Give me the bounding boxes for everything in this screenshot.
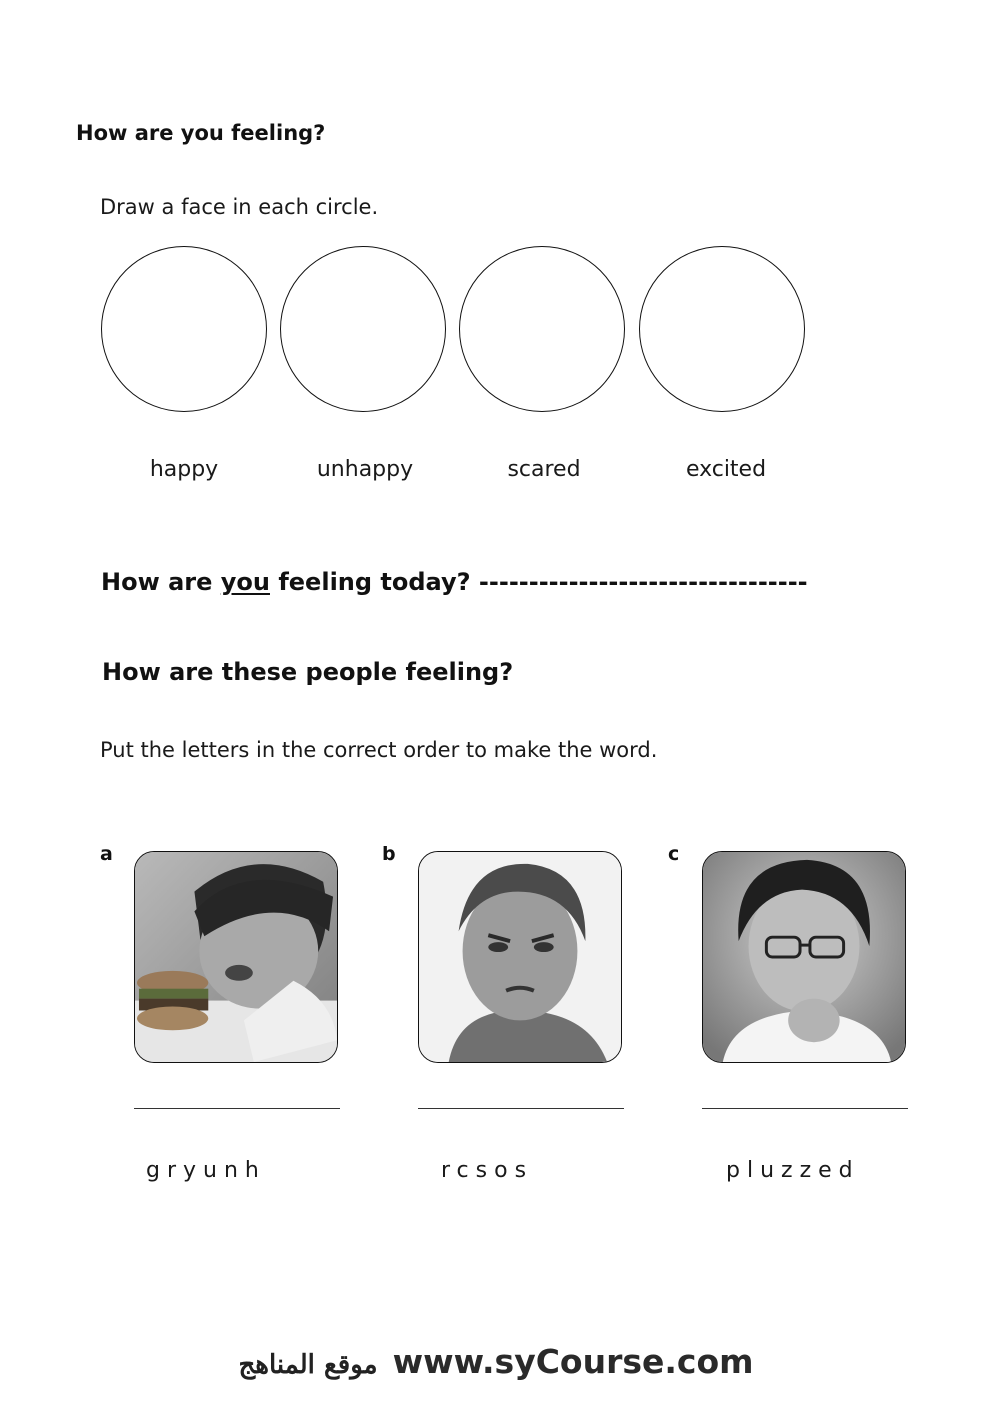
item-tag-c: c [668,843,680,865]
footer-watermark [0,1342,992,1381]
answer-line-c[interactable] [702,1108,908,1109]
face-label-scared: scared [507,457,581,482]
draw-face-instruction: Draw a face in each circle. [100,195,379,219]
footer-url[interactable]: www.syCourse.com [392,1342,754,1381]
answer-line-b[interactable] [418,1108,624,1109]
face-label-excited: excited [685,457,767,482]
face-circle-excited[interactable] [639,246,805,412]
boy-looking-at-burger-photo [134,851,338,1063]
frowning-boy-photo [418,851,622,1063]
face-circle-happy[interactable] [101,246,267,412]
today-question-start: How are [101,568,221,596]
section-title-how-are-you-feeling: How are you feeling? [76,121,326,145]
item-tag-a: a [100,843,113,865]
today-feeling-question [101,568,808,596]
scrambled-word-c: pluzzed [726,1158,860,1183]
section-title-people-feeling: How are these people feeling? [102,658,514,686]
scrambled-word-b: rcsos [441,1158,534,1183]
thinking-boy-with-glasses-photo [702,851,906,1063]
unscramble-instruction: Put the letters in the correct order to make the word. [100,738,658,762]
footer-arabic-text: موقع المناهج [238,1350,378,1380]
item-tag-b: b [382,843,396,865]
face-label-unhappy: unhappy [316,457,414,482]
answer-line-a[interactable] [134,1108,340,1109]
scrambled-word-a: gryunh [146,1158,266,1183]
today-question-emphasis: you [220,568,270,596]
face-circle-unhappy[interactable] [280,246,446,412]
face-label-happy: happy [149,457,219,482]
today-question-answer-blank[interactable]: feeling today? --------------------------------- [269,568,808,596]
face-circle-scared[interactable] [459,246,625,412]
